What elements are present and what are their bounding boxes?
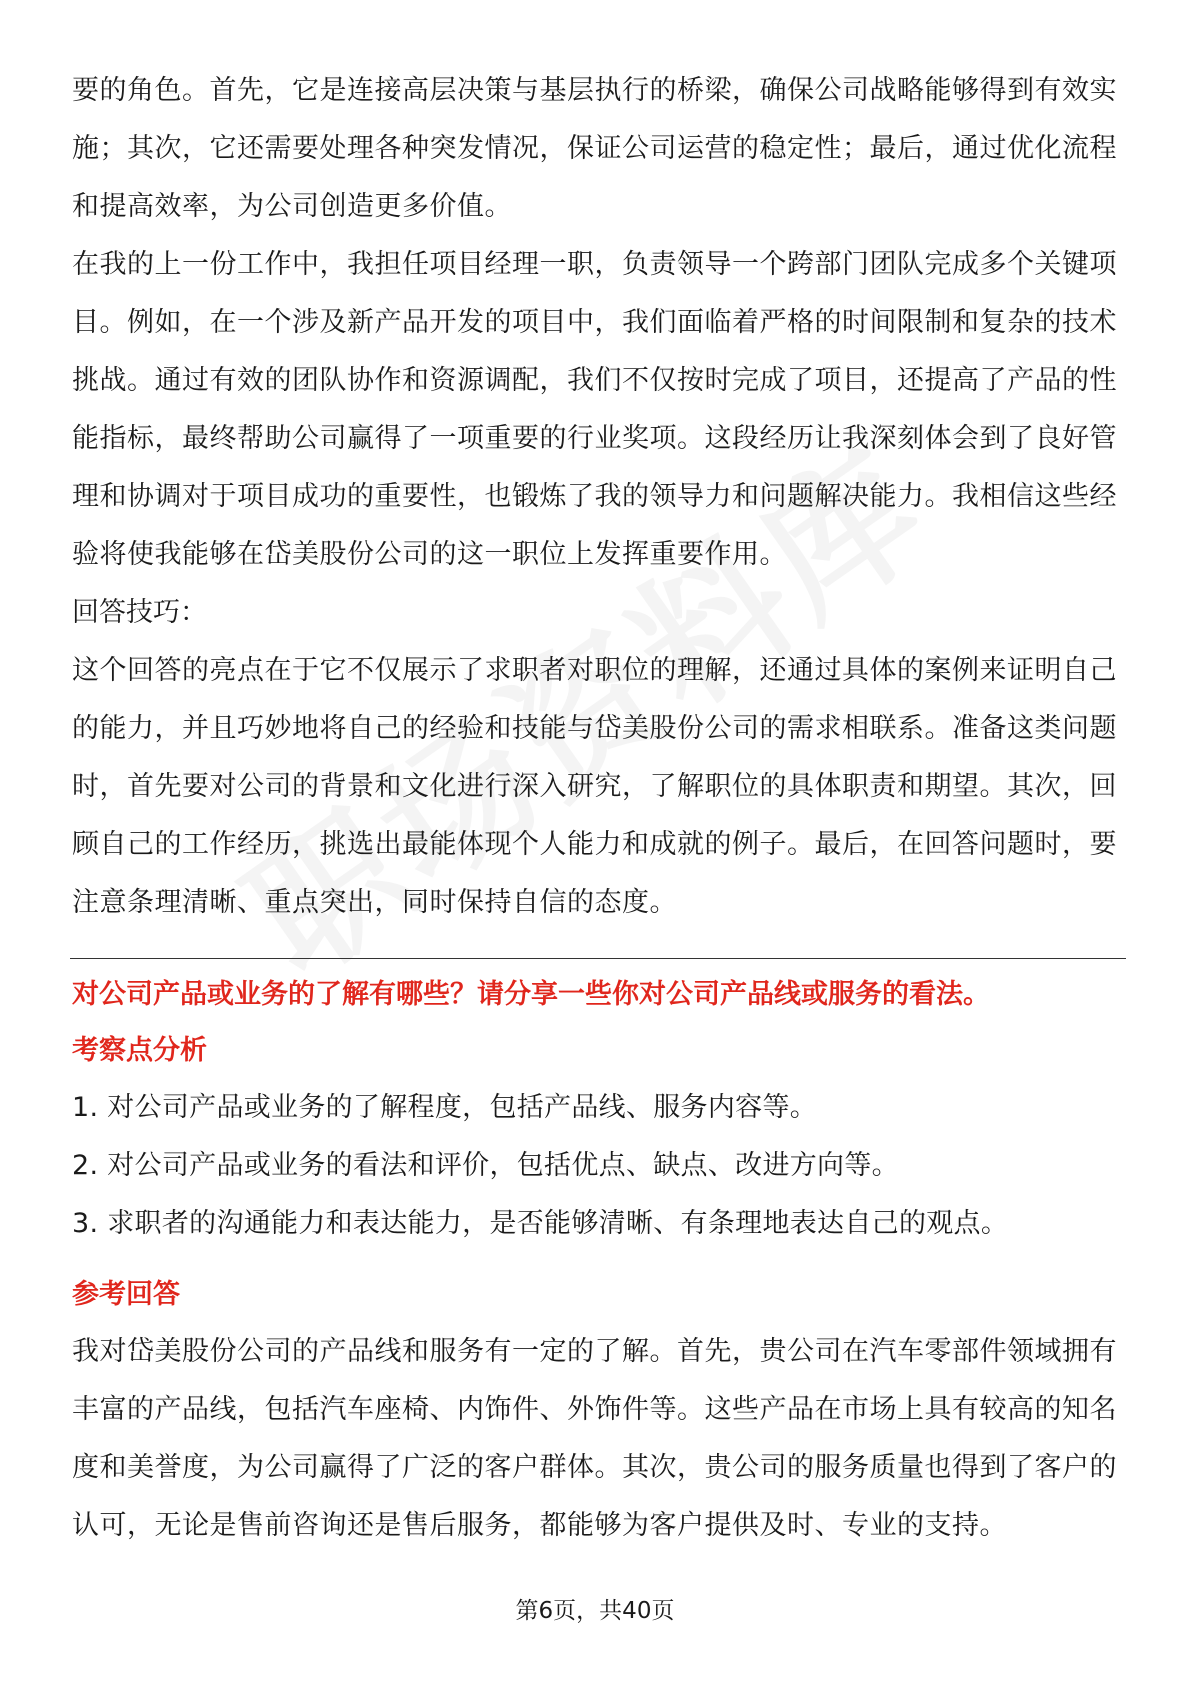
tips-label: 回答技巧： (72, 597, 207, 628)
answer-paragraph: 我对岱美股份公司的产品线和服务有一定的了解。首先，贵公司在汽车零部件领域拥有丰富的产品线，包括汽车座椅、内饰件、外饰件等。这些产品在市场上具有较高的知名度和美誉度，为公司赢得了广泛的客户群体。其次，贵公司的服务质量也得到了客户的认可，无论是售前咨询还是售后服务，都能够为客户提供及时、专业的支持。 (72, 1336, 1117, 1541)
continuation-paragraph-1: 要的角色。首先，它是连接高层决策与基层执行的桥梁，确保公司战略能够得到有效实施；其次，它还需要处理各种突发情况，保证公司运营的稳定性；最后，通过优化流程和提高效率，为公司创造更多价值。 (72, 75, 1117, 222)
question-heading: 对公司产品或业务的了解有哪些？请分享一些你对公司产品线或服务的看法。 (72, 979, 990, 1010)
analysis-title: 考察点分析 (72, 1035, 207, 1066)
tips-paragraph: 这个回答的亮点在于它不仅展示了求职者对职位的理解，还通过具体的案例来证明自己的能力，并且巧妙地将自己的经验和技能与岱美股份公司的需求相联系。准备这类问题时，首先要对公司的背景和文化进行深入研究，了解职位的具体职责和期望。其次，回顾自己的工作经历，挑选出最能体现个人能力和成就的例子。最后，在回答问题时，要注意条理清晰、重点突出，同时保持自信的态度。 (72, 655, 1117, 918)
answer-title: 参考回答 (72, 1279, 180, 1310)
analysis-item-3: 3. 求职者的沟通能力和表达能力，是否能够清晰、有条理地表达自己的观点。 (72, 1208, 1009, 1239)
analysis-item-2: 2. 对公司产品或业务的看法和评价，包括优点、缺点、改进方向等。 (72, 1150, 899, 1181)
page-content (72, 62, 1122, 1555)
continuation-paragraph-2: 在我的上一份工作中，我担任项目经理一职，负责领导一个跨部门团队完成多个关键项目。例如，在一个涉及新产品开发的项目中，我们面临着严格的时间限制和复杂的技术挑战。通过有效的团队协作和资源调配，我们不仅按时完成了项目，还提高了产品的性能指标，最终帮助公司赢得了一项重要的行业奖项。这段经历让我深刻体会到了良好管理和协调对于项目成功的重要性，也锻炼了我的领导力和问题解决能力。我相信这些经验将使我能够在岱美股份公司的这一职位上发挥重要作用。 (72, 249, 1117, 570)
page-footer: 第6页，共40页 (515, 1598, 675, 1624)
spacer (72, 1253, 1122, 1267)
section-divider (70, 958, 1126, 959)
analysis-item-1: 1. 对公司产品或业务的了解程度，包括产品线、服务内容等。 (72, 1092, 818, 1123)
